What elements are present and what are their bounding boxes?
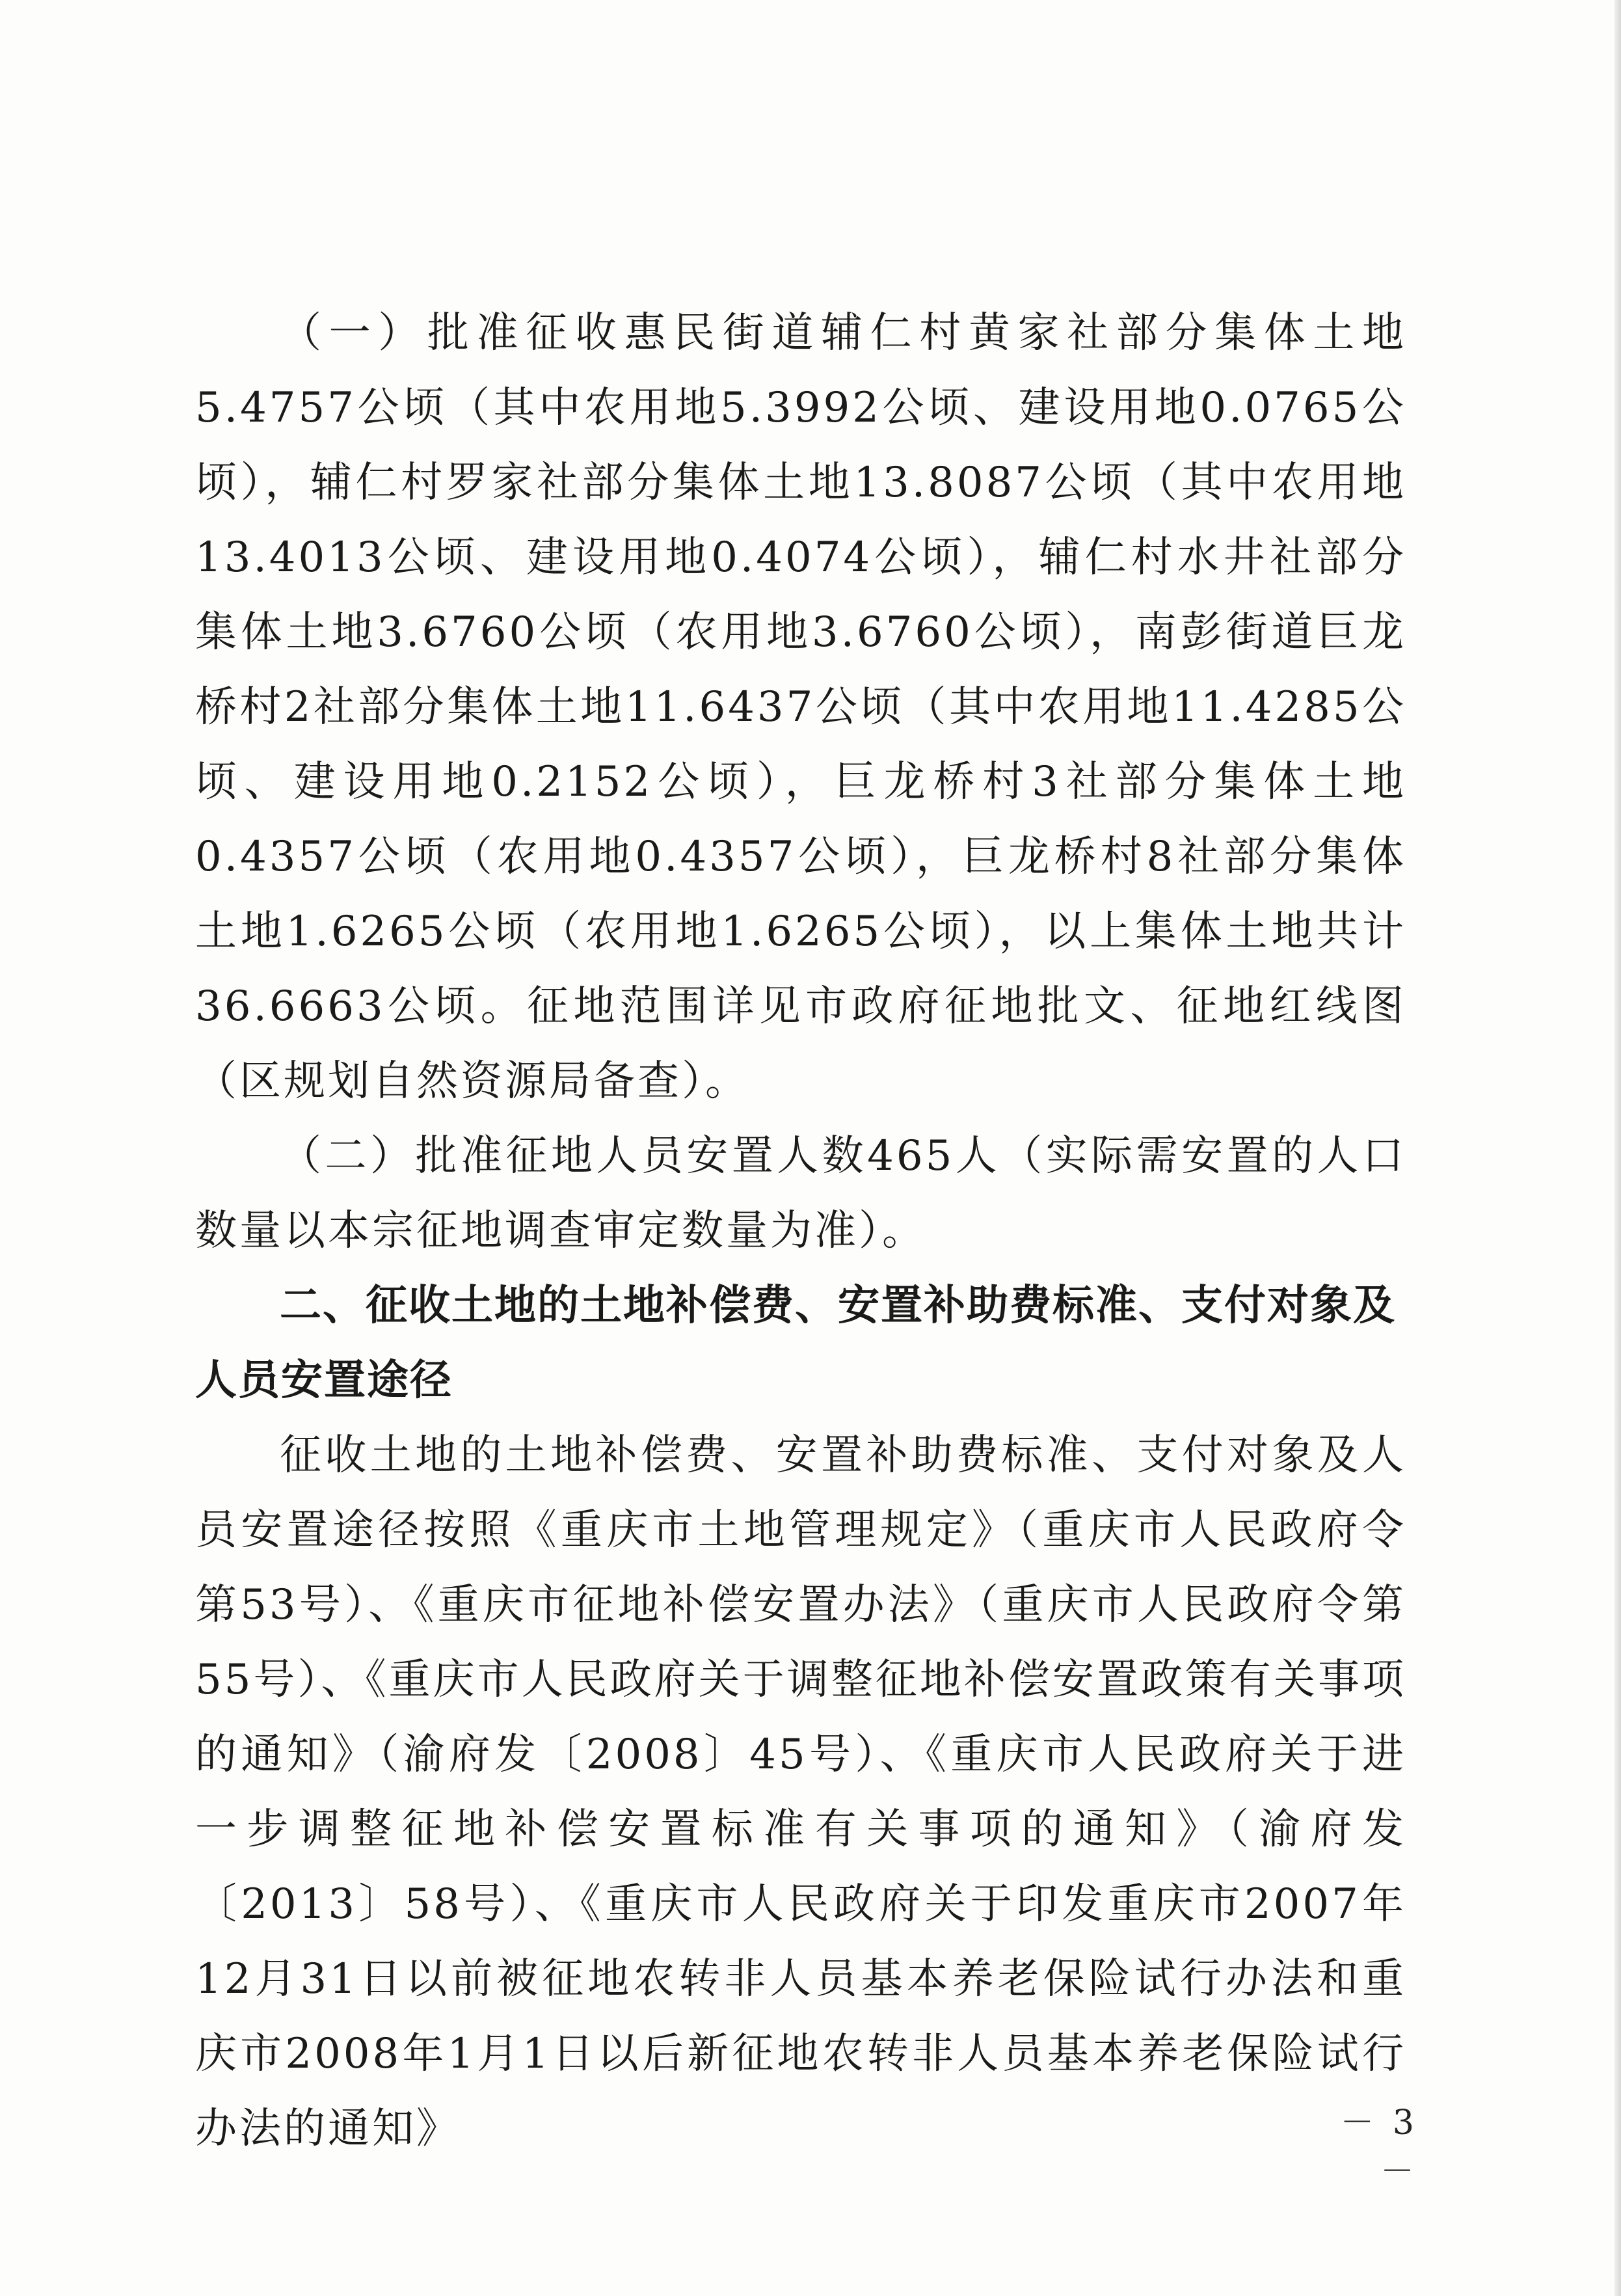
paragraph-resettlement-count: （二）批准征地人员安置人数465人（实际需安置的人口数量以本宗征地调查审定数量为准）。 (195, 1132, 1406, 1255)
scan-edge (1614, 0, 1621, 2296)
page-number: － 3 － (1340, 2103, 1418, 2191)
section-heading-compensation: 二、征收土地的土地补偿费、安置补助费标准、支付对象及人员安置途径 (195, 1282, 1396, 1405)
document-body (195, 296, 1406, 2167)
paragraph-land-acquisition-scope: （一）批准征收惠民街道辅仁村黄家社部分集体土地5.4757公顷（其中农用地5.3992公顷、建设用地0.0765公顷），辅仁村罗家社部分集体土地13.8087公顷（其中农用地13.4013公顷、建设用地0.4074公顷），辅仁村水井社部分集体土地3.6760公顷（农用地3.6760公顷），南彭街道巨龙桥村2社部分集体土地11.6437公顷（其中农用地11.4285公顷、建设用地0.2152公顷），巨龙桥村3社部分集体土地0.4357公顷（农用地0.4357公顷），巨龙桥村8社部分集体土地1.6265公顷（农用地1.6265公顷），以上集体土地共计36.6663公顷。征地范围详见市政府征地批文、征地红线图（区规划自然资源局备查）。 (195, 309, 1406, 1105)
paragraph-compensation-basis: 征收土地的土地补偿费、安置补助费标准、支付对象及人员安置途径按照《重庆市土地管理规定》（重庆市人民政府令第53号）、《重庆市征地补偿安置办法》（重庆市人民政府令第55号）、《重庆市人民政府关于调整征地补偿安置政策有关事项的通知》（渝府发〔2008〕45号）、《重庆市人民政府关于进一步调整征地补偿安置标准有关事项的通知》（渝府发〔2013〕58号）、《重庆市人民政府关于印发重庆市2007年12月31日以前被征地农转非人员基本养老保险试行办法和重庆市2008年1月1日以后新征地农转非人员基本养老保险试行办法的通知》 (195, 1431, 1406, 2153)
